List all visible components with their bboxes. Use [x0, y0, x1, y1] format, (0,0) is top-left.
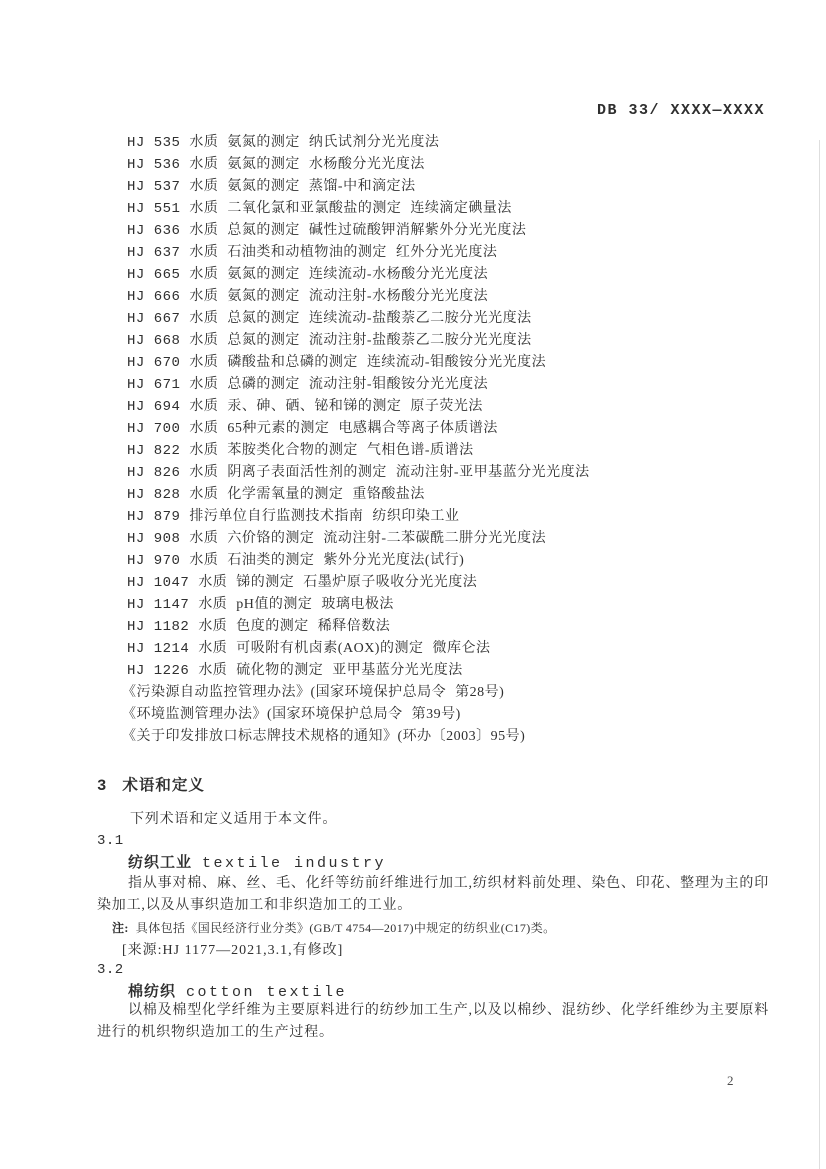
- standard-title: 水质 氨氮的测定 流动注射-水杨酸分光光度法: [189, 289, 489, 304]
- term-line-3-2: [128, 980, 347, 1001]
- standard-code: HJ 666: [127, 289, 181, 305]
- section-heading: [97, 773, 205, 795]
- standard-title: 排污单位自行监测技术指南 纺织印染工业: [189, 509, 460, 524]
- standard-item: [127, 374, 590, 396]
- standard-code: HJ 1226: [127, 663, 190, 679]
- standards-list: [122, 132, 590, 748]
- reference-item: 《关于印发排放口标志牌技术规格的通知》(环办〔2003〕95号): [122, 729, 526, 744]
- document-code-header: DB 33/ XXXX—XXXX: [596, 102, 765, 119]
- standard-title: 水质 65种元素的测定 电感耦合等离子体质谱法: [189, 421, 498, 436]
- standard-code: HJ 537: [127, 179, 181, 195]
- standard-item: [127, 462, 590, 484]
- section-intro: 下列术语和定义适用于本文件。: [130, 812, 338, 827]
- standard-title: 水质 苯胺类化合物的测定 气相色谱-质谱法: [189, 443, 474, 458]
- standard-item: [127, 440, 590, 462]
- standard-code: HJ 670: [127, 355, 181, 371]
- standard-item: [127, 352, 590, 374]
- standard-item: [127, 638, 590, 660]
- scan-edge-line: [819, 140, 820, 1169]
- standard-title: 水质 六价铬的测定 流动注射-二苯碳酰二肼分光光度法: [189, 531, 547, 546]
- standard-title: 水质 总磷的测定 流动注射-钼酸铵分光光度法: [189, 377, 489, 392]
- standard-item: [127, 286, 590, 308]
- standard-title: 水质 总氮的测定 流动注射-盐酸萘乙二胺分光光度法: [189, 333, 532, 348]
- standard-item: [127, 176, 590, 198]
- standard-item: [127, 330, 590, 352]
- reference-item: 《污染源自动监控管理办法》(国家环境保护总局令 第28号): [122, 685, 505, 700]
- standard-item: [127, 308, 590, 330]
- standard-code: HJ 828: [127, 487, 181, 503]
- standard-code: HJ 1182: [127, 619, 190, 635]
- standard-title: 水质 磷酸盐和总磷的测定 连续流动-钼酸铵分光光度法: [189, 355, 547, 370]
- standard-code: HJ 671: [127, 377, 181, 393]
- standard-code: HJ 636: [127, 223, 181, 239]
- standard-item: [127, 220, 590, 242]
- standard-item: [127, 550, 590, 572]
- standard-title: 水质 石油类的测定 紫外分光光度法(试行): [189, 553, 465, 568]
- term-en-3-2: cotton textile: [186, 984, 348, 1001]
- standard-item: [127, 528, 590, 550]
- standard-title: 水质 氨氮的测定 蒸馏-中和滴定法: [189, 179, 416, 194]
- standard-code: HJ 1147: [127, 597, 190, 613]
- term-en-3-1: textile industry: [202, 855, 387, 872]
- standard-item: [127, 572, 590, 594]
- term-number-3-1: 3.1: [97, 833, 124, 849]
- standard-title: 水质 化学需氧量的测定 重铬酸盐法: [189, 487, 425, 502]
- standard-code: HJ 667: [127, 311, 181, 327]
- note-label: 注:: [112, 921, 129, 935]
- standard-title: 水质 硫化物的测定 亚甲基蓝分光光度法: [198, 663, 463, 678]
- term-number-3-2: 3.2: [97, 962, 124, 978]
- standard-item: [127, 264, 590, 286]
- standard-title: 水质 总氮的测定 连续流动-盐酸萘乙二胺分光光度法: [189, 311, 532, 326]
- standard-item: [127, 484, 590, 506]
- standard-code: HJ 970: [127, 553, 181, 569]
- standard-code: HJ 551: [127, 201, 181, 217]
- section-title: 术语和定义: [122, 777, 205, 794]
- standard-title: 水质 pH值的测定 玻璃电极法: [198, 597, 394, 612]
- term-zh-3-1: 纺织工业: [128, 855, 193, 871]
- term-definition-3-2: 以棉及棉型化学纤维为主要原料进行的纺纱加工生产,以及以棉纱、混纺纱、化学纤维纱为主要原料进行的机织物织造加工的生产过程。: [97, 1003, 769, 1041]
- standard-item: [127, 660, 590, 682]
- standard-code: HJ 637: [127, 245, 181, 261]
- standard-item: [127, 396, 590, 418]
- standard-item: [127, 418, 590, 440]
- standard-title: 水质 可吸附有机卤素(AOX)的测定 微库仑法: [198, 641, 491, 656]
- standard-code: HJ 822: [127, 443, 181, 459]
- reference-item: 《环境监测管理办法》(国家环境保护总局令 第39号): [122, 707, 461, 722]
- term-source-3-1: [来源:HJ 1177—2021,3.1,有修改]: [122, 943, 344, 958]
- standard-item: [127, 242, 590, 264]
- standard-code: HJ 700: [127, 421, 181, 437]
- standard-code: HJ 1047: [127, 575, 190, 591]
- standard-title: 水质 总氮的测定 碱性过硫酸钾消解紫外分光光度法: [189, 223, 527, 238]
- standard-title: 水质 阴离子表面活性剂的测定 流动注射-亚甲基蓝分光光度法: [189, 465, 590, 480]
- term-note-3-1: [112, 919, 556, 936]
- section-number: 3: [97, 777, 108, 795]
- standard-title: 水质 氨氮的测定 纳氏试剂分光光度法: [189, 135, 440, 150]
- standard-item: [127, 594, 590, 616]
- standard-title: 水质 色度的测定 稀释倍数法: [198, 619, 391, 634]
- standard-title: 水质 汞、砷、硒、铋和锑的测定 原子荧光法: [189, 399, 483, 414]
- standard-title: 水质 氨氮的测定 水杨酸分光光度法: [189, 157, 425, 172]
- standard-code: HJ 879: [127, 509, 181, 525]
- standard-code: HJ 536: [127, 157, 181, 173]
- standard-code: HJ 694: [127, 399, 181, 415]
- page-number: 2: [727, 1073, 734, 1088]
- standard-item: [127, 132, 590, 154]
- term-definition-3-1: 指从事对棉、麻、丝、毛、化纤等纺前纤维进行加工,纺织材料前处理、染色、印花、整理为主的印染加工,以及从事织造加工和非织造加工的工业。: [97, 876, 769, 914]
- standard-item: [127, 616, 590, 638]
- standard-code: HJ 1214: [127, 641, 190, 657]
- standard-title: 水质 石油类和动植物油的测定 红外分光光度法: [189, 245, 498, 260]
- standard-item: [127, 506, 590, 528]
- standard-title: 水质 氨氮的测定 连续流动-水杨酸分光光度法: [189, 267, 489, 282]
- standard-title: 水质 锑的测定 石墨炉原子吸收分光光度法: [198, 575, 478, 590]
- standard-code: HJ 535: [127, 135, 181, 151]
- standard-code: HJ 826: [127, 465, 181, 481]
- term-zh-3-2: 棉纺织: [128, 984, 177, 1000]
- standard-code: HJ 668: [127, 333, 181, 349]
- standard-code: HJ 908: [127, 531, 181, 547]
- term-line-3-1: [128, 851, 386, 872]
- standard-item: [127, 154, 590, 176]
- standard-code: HJ 665: [127, 267, 181, 283]
- note-text: 具体包括《国民经济行业分类》(GB/T 4754—2017)中规定的纺织业(C17)类。: [135, 921, 556, 935]
- standard-title: 水质 二氧化氯和亚氯酸盐的测定 连续滴定碘量法: [189, 201, 512, 216]
- standard-item: [127, 198, 590, 220]
